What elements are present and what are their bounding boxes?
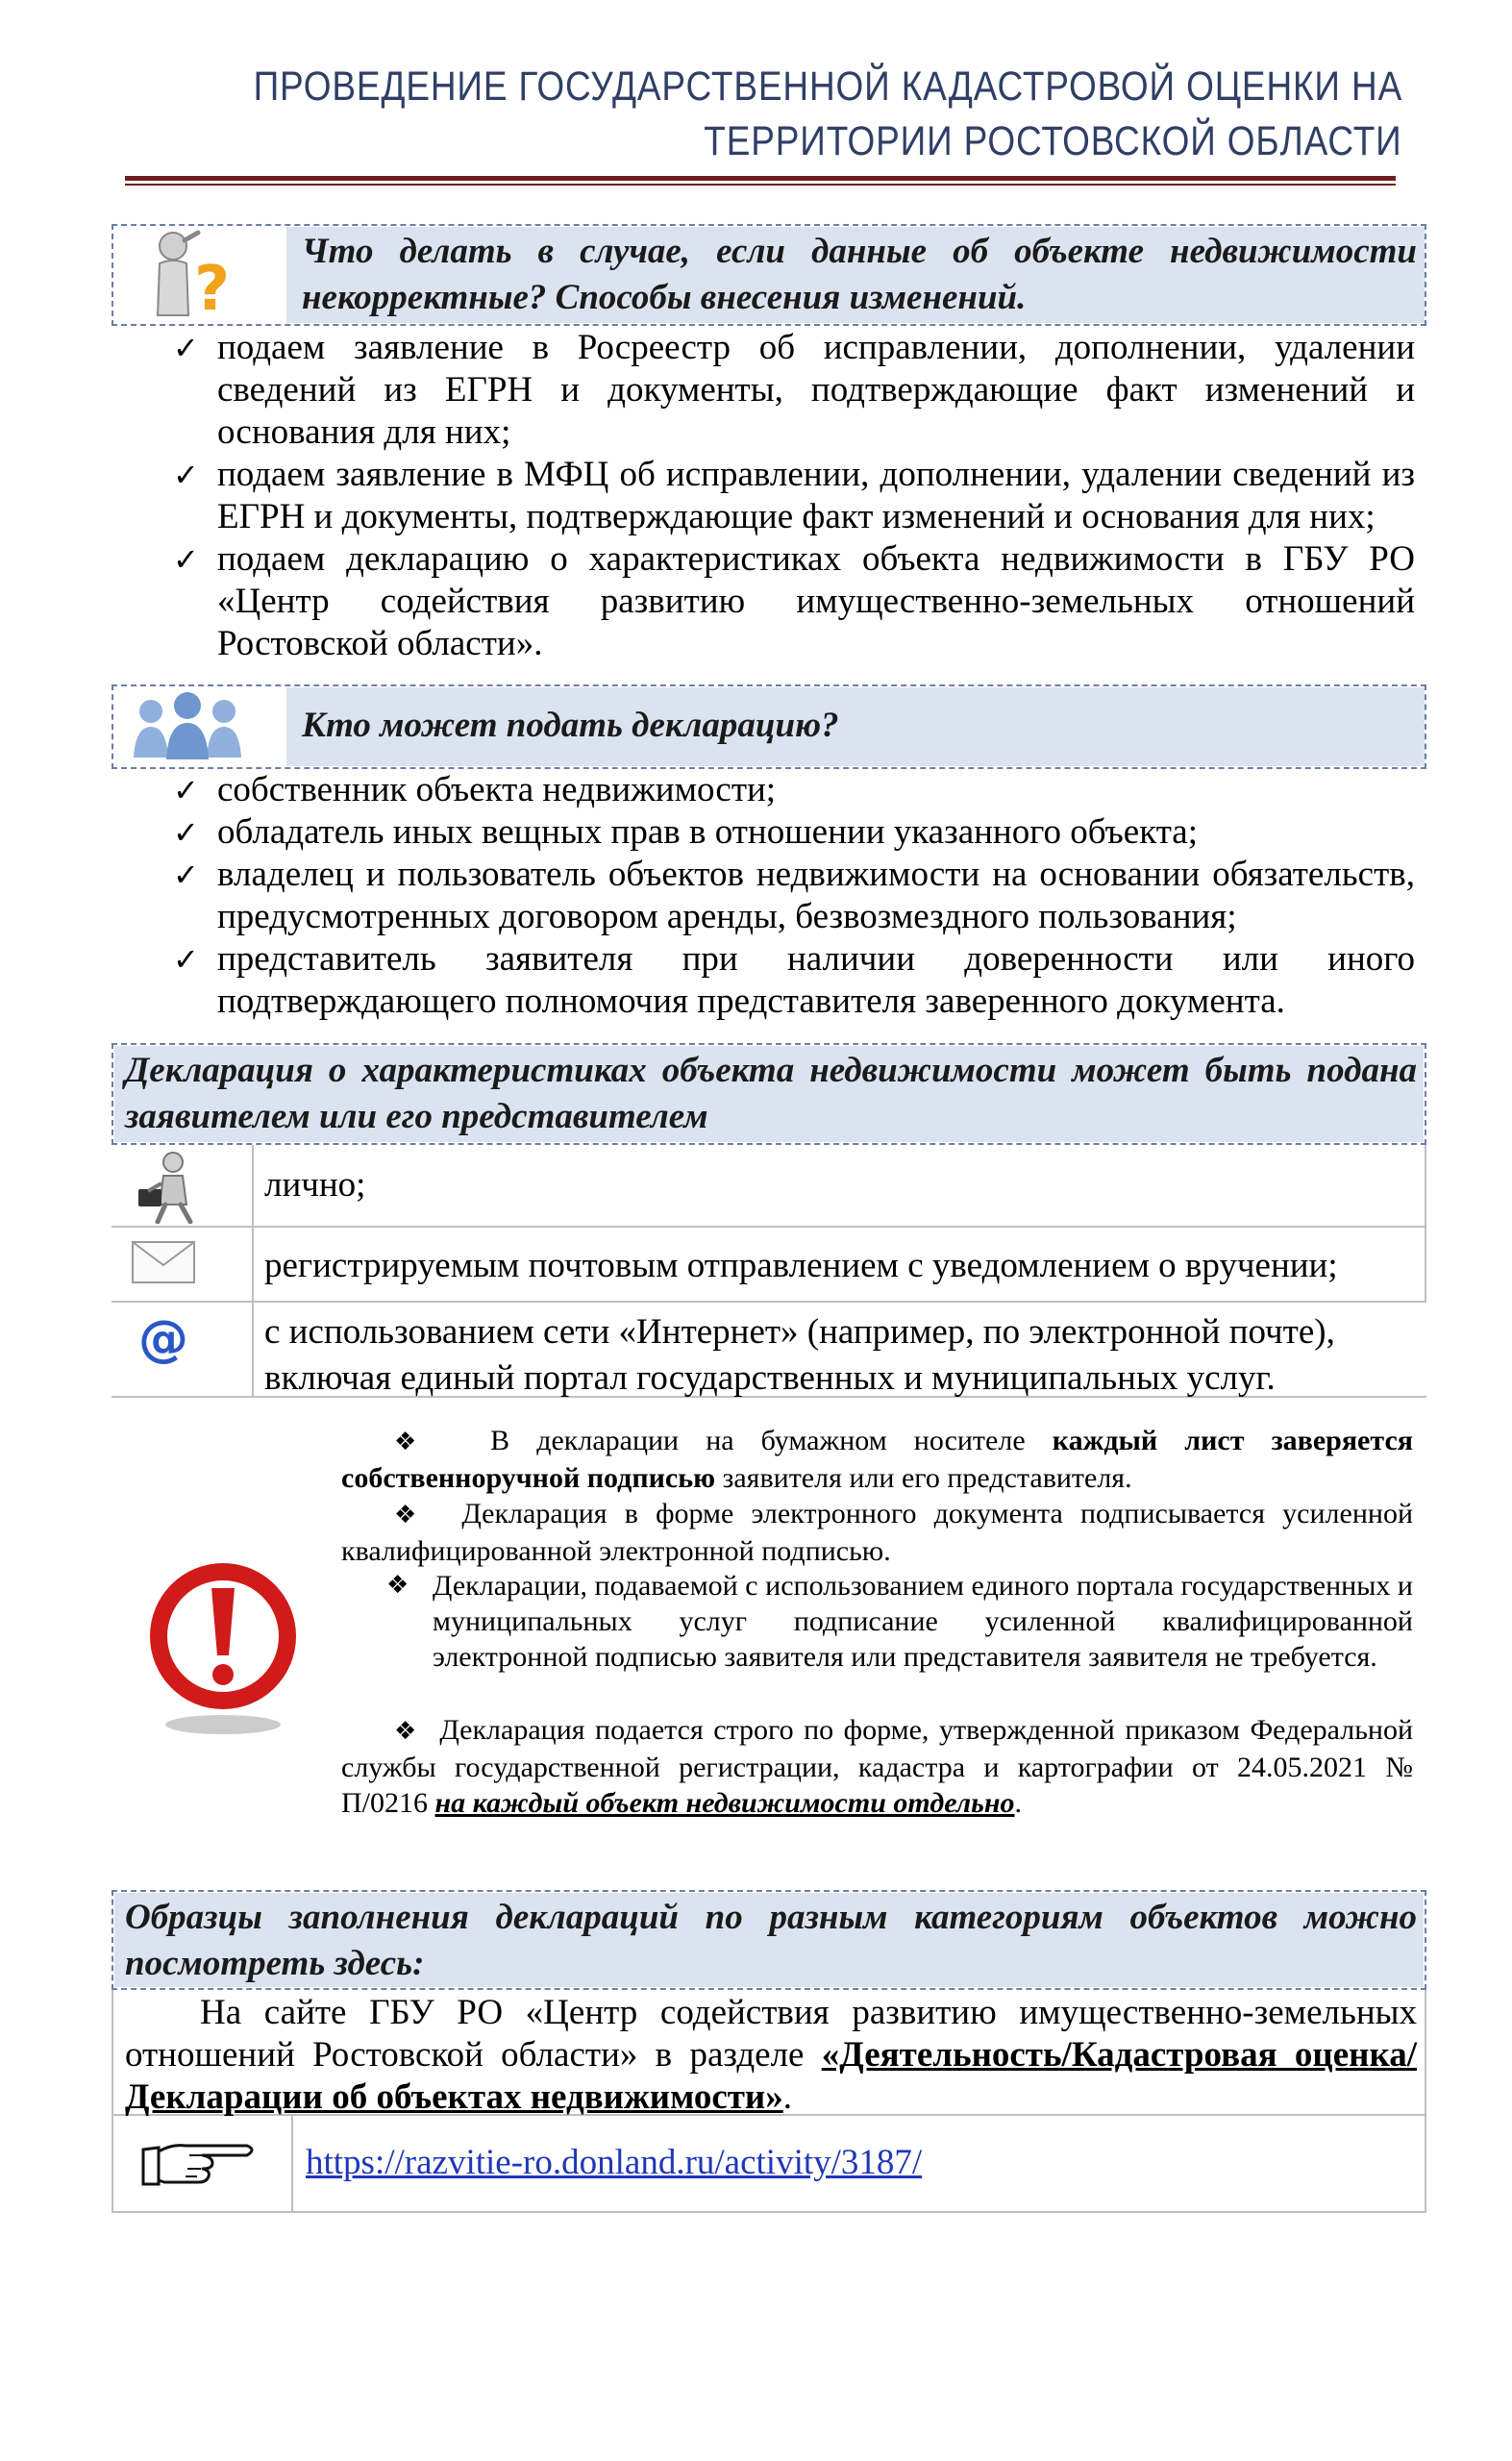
section4-body-suffix: . — [782, 2077, 793, 2117]
header-rule-thin — [125, 184, 1396, 186]
diamond-bullet-icon: ❖ — [394, 1501, 427, 1529]
checkmark-icon: ✓ — [173, 814, 199, 851]
section2-list — [125, 769, 1415, 1023]
diamond-bullet-icon: ❖ — [386, 1571, 409, 1600]
delivery-method-in-person: лично; — [264, 1165, 366, 1205]
diamond-bullet-icon: ❖ — [394, 1428, 436, 1456]
list-item-text: подаем декларацию о характеристиках объекта недвижимости в ГБУ РО «Центр содействия развитию имущественно-земельных отношений Ростовской области». — [217, 539, 1415, 663]
list-item-text: обладатель иных вещных прав в отношении указанного объекта; — [217, 812, 1199, 852]
section4-header-line1: Образцы заполнения деклараций по разным категориям объектов можно — [125, 1898, 1417, 1937]
delivery-method-internet-line2: включая единый портал государственных и муниципальных услуг. — [264, 1358, 1276, 1398]
list-item — [125, 769, 1415, 811]
section4-body-text: На сайте ГБУ РО «Центр содействия развитию имущественно-земельных отношений Ростовской области» в разделе — [125, 1993, 1417, 2075]
note-1-bold: каждый лист заверяется — [1052, 1425, 1414, 1456]
checkmark-icon: ✓ — [173, 541, 199, 578]
pointing-hand-icon — [139, 2136, 260, 2194]
svg-text:?: ? — [194, 254, 231, 323]
checkmark-icon: ✓ — [173, 941, 199, 978]
note-1-bold2: собственноручной подписью — [341, 1462, 716, 1494]
section3-header-line1: Декларация о характеристиках объекта недвижимости может быть подана — [125, 1051, 1417, 1090]
list-item — [125, 327, 1415, 454]
table-column-divider — [252, 1145, 254, 1396]
delivery-method-internet-line1: с использованием сети «Интернет» (например, по электронной почте), — [264, 1312, 1335, 1352]
checkmark-icon: ✓ — [173, 457, 199, 493]
table-column-divider — [291, 2114, 293, 2213]
note-3-text: Декларации, подаваемой с использованием единого портала государственных и муниципальных услуг подписание усиленной квалифицированной электронной подписью заявителя или представителя заявителя не требуется. — [433, 1570, 1413, 1673]
section1-list — [125, 327, 1415, 665]
note-1 — [341, 1423, 1413, 1496]
table-divider — [112, 1301, 1426, 1303]
table-border-right — [1425, 1990, 1426, 2213]
section-path-link[interactable]: «Деятельность/Кадастровая оценка/Декларации об объектах недвижимости» — [125, 2035, 1418, 2117]
note-4-text: Декларация подается строго по форме, утвержденной приказом Федеральной службы государственной регистрации, кадастра и картографии от 24.05.2021 № П/0216 — [341, 1714, 1414, 1819]
note-2 — [341, 1496, 1413, 1569]
list-item — [125, 938, 1415, 1023]
at-sign-icon — [135, 1309, 192, 1367]
person-with-briefcase-icon — [125, 1149, 211, 1224]
declaration-samples-url[interactable]: https://razvitie-ro.donland.ru/activity/3187/ — [306, 2143, 923, 2182]
list-item — [125, 854, 1415, 938]
header-rule-thick — [125, 176, 1396, 181]
checkmark-icon: ✓ — [173, 772, 199, 808]
list-item-text: собственник объекта недвижимости; — [217, 770, 777, 809]
note-1-suffix: заявителя или его представителя. — [715, 1462, 1132, 1494]
table-border-right — [1425, 1145, 1426, 1301]
section3-header — [125, 1048, 1417, 1140]
note-4 — [341, 1712, 1413, 1821]
people-group-icon — [130, 690, 245, 763]
table-divider — [112, 2211, 1426, 2213]
list-item-text: подаем заявление в МФЦ об исправлении, дополнении, удалении сведений из ЕГРН и документы, подтверждающие факт изменений и основания для них; — [217, 455, 1415, 536]
section2-question: Кто может подать декларацию? — [302, 706, 839, 745]
svg-text:@: @ — [138, 1310, 188, 1367]
section1-question-line2: некорректные? Способы внесения изменений. — [302, 278, 1027, 317]
list-item — [125, 538, 1415, 665]
question-person-icon — [135, 227, 240, 323]
section4-body — [125, 1992, 1417, 2119]
section4-header — [125, 1895, 1417, 1987]
envelope-icon — [131, 1238, 196, 1286]
list-item-text: владелец и пользователь объектов недвижимости на основании обязательств, предусмотренных договором аренды, безвозмездного пользования; — [217, 855, 1415, 936]
note-4-emphasis: на каждый объект недвижимости отдельно — [434, 1787, 1015, 1819]
list-item — [125, 811, 1415, 854]
exclamation-warning-icon — [142, 1548, 304, 1740]
section3-header-line2: заявителем или его представителем — [125, 1097, 708, 1136]
note-4-suffix: . — [1014, 1787, 1023, 1819]
list-item — [125, 454, 1415, 538]
page-title-line1: ПРОВЕДЕНИЕ ГОСУДАРСТВЕННОЙ КАДАСТРОВОЙ ОЦЕНКИ НА — [253, 63, 1402, 110]
list-item-text: подаем заявление в Росреестр об исправлении, дополнении, удалении сведений из ЕГРН и документы, подтверждающие факт изменений и основания для них; — [217, 328, 1415, 452]
checkmark-icon: ✓ — [173, 330, 199, 366]
section1-question — [302, 229, 1417, 321]
note-1-text: В декларации на бумажном носителе — [490, 1425, 1053, 1456]
note-2-text: Декларация в форме электронного документа подписывается усиленной квалифицированной электронной подписью. — [341, 1498, 1413, 1567]
table-border-left — [112, 1990, 113, 2213]
diamond-bullet-icon: ❖ — [394, 1717, 420, 1746]
delivery-method-mail: регистрируемым почтовым отправлением с уведомлением о вручении; — [264, 1246, 1338, 1285]
page-title-line2: ТЕРРИТОРИИ РОСТОВСКОЙ ОБЛАСТИ — [704, 118, 1402, 164]
checkmark-icon: ✓ — [173, 857, 199, 893]
table-divider — [112, 1226, 1426, 1228]
note-3 — [386, 1568, 1413, 1675]
section1-question-line1: Что делать в случае, если данные об объекте недвижимости — [302, 232, 1417, 271]
section4-header-line2: посмотреть здесь: — [125, 1944, 425, 1983]
list-item-text: представитель заявителя при наличии доверенности или иного подтверждающего полномочия представителя заверенного документа. — [217, 939, 1415, 1021]
